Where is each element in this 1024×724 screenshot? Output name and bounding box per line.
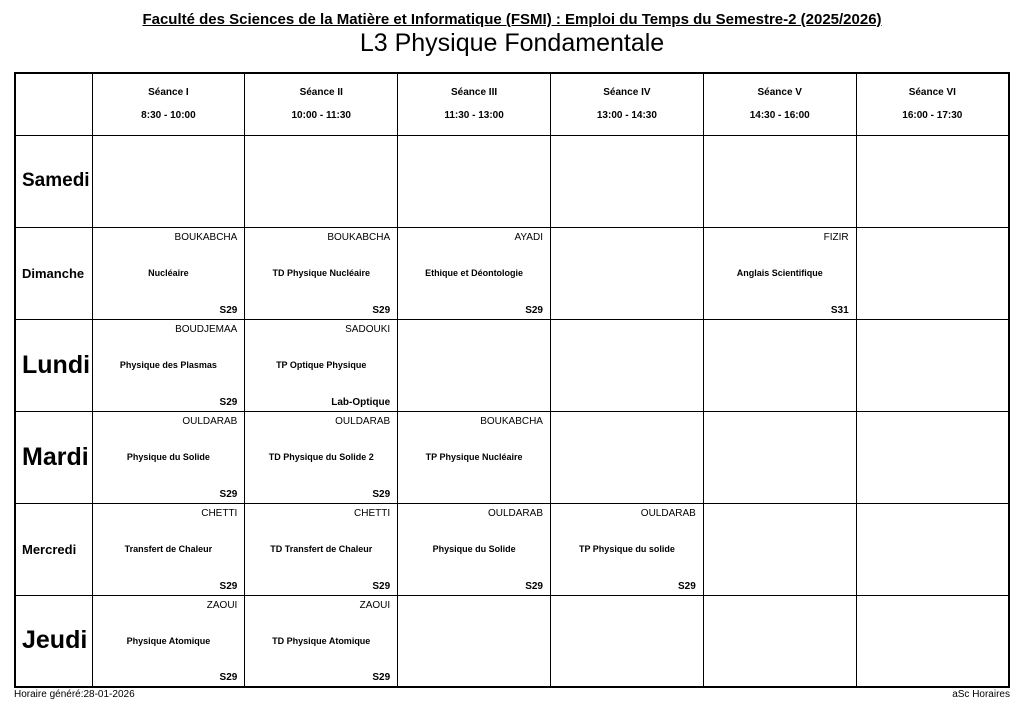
timetable-cell xyxy=(550,135,703,227)
room-label: S31 xyxy=(830,304,849,316)
timetable-cell xyxy=(856,503,1009,595)
day-label: Mercredi xyxy=(15,503,92,595)
timetable-cell xyxy=(550,595,703,687)
timetable-grid xyxy=(14,72,1010,688)
timetable-cell xyxy=(92,319,245,411)
room-label: S29 xyxy=(219,672,238,683)
timetable-cell xyxy=(245,503,398,595)
course-title: TP Optique Physique xyxy=(276,359,367,370)
session-time: 14:30 - 16:00 xyxy=(749,110,810,122)
session-header-4 xyxy=(550,73,703,135)
room-label: S29 xyxy=(219,396,238,408)
header-row xyxy=(15,73,1009,135)
course-title: TD Physique Atomique xyxy=(272,635,371,646)
room-label: S29 xyxy=(219,580,238,592)
timetable-cell xyxy=(245,595,398,687)
room-label: S29 xyxy=(678,580,696,592)
timetable-cell xyxy=(703,411,856,503)
room-label: S29 xyxy=(372,304,391,316)
course-title: TD Transfert de Chaleur xyxy=(270,543,373,554)
timetable-cell xyxy=(398,135,551,227)
software-brand: aSc Horaires xyxy=(952,689,1010,700)
timetable-cell xyxy=(703,595,856,687)
timetable-cell xyxy=(856,135,1009,227)
day-row-mercredi xyxy=(15,503,1009,595)
teacher-name: BOUKABCHA xyxy=(174,231,238,243)
session-header-6 xyxy=(856,73,1009,135)
timetable-cell xyxy=(398,503,551,595)
timetable-cell xyxy=(398,595,551,687)
session-header-2 xyxy=(245,73,398,135)
timetable-cell xyxy=(550,411,703,503)
timetable-cell xyxy=(398,411,551,503)
teacher-name: OULDARAB xyxy=(335,415,391,427)
session-time: 16:00 - 17:30 xyxy=(902,110,963,122)
session-name: Séance II xyxy=(299,87,343,99)
teacher-name: BOUKABCHA xyxy=(327,231,391,243)
course-title: Physique des Plasmas xyxy=(119,359,217,370)
class-name-heading: L3 Physique Fondamentale xyxy=(359,29,665,57)
timetable-cell xyxy=(398,227,551,319)
timetable-cell xyxy=(245,135,398,227)
timetable-cell xyxy=(92,411,245,503)
teacher-name: OULDARAB xyxy=(640,507,696,519)
room-label: S29 xyxy=(372,580,391,592)
course-title: Physique Atomique xyxy=(126,635,211,646)
timetable-cell xyxy=(245,319,398,411)
teacher-name: OULDARAB xyxy=(487,507,543,519)
course-title: Nucléaire xyxy=(148,267,189,278)
teacher-name: BOUKABCHA xyxy=(480,415,543,427)
timetable-cell xyxy=(856,227,1009,319)
room-label: S29 xyxy=(219,304,238,316)
session-header-3 xyxy=(398,73,551,135)
timetable-cell xyxy=(92,135,245,227)
session-header-1 xyxy=(92,73,245,135)
timetable-cell xyxy=(703,135,856,227)
timetable-cell xyxy=(550,227,703,319)
day-label: Jeudi xyxy=(15,595,92,687)
session-time: 11:30 - 13:00 xyxy=(444,110,504,122)
course-title: Physique du Solide xyxy=(432,543,516,554)
corner-cell xyxy=(15,73,92,135)
timetable-cell xyxy=(703,319,856,411)
timetable-cell xyxy=(856,411,1009,503)
day-row-dimanche xyxy=(15,227,1009,319)
room-label: Lab-Optique xyxy=(331,396,391,408)
room-label: S29 xyxy=(219,488,238,500)
session-name: Séance V xyxy=(757,87,802,99)
session-name: Séance VI xyxy=(908,87,956,99)
day-row-samedi xyxy=(15,135,1009,227)
timetable-cell xyxy=(92,503,245,595)
course-title: TP Physique Nucléaire xyxy=(425,451,523,462)
timetable-cell xyxy=(92,227,245,319)
timetable-cell xyxy=(550,319,703,411)
teacher-name: BOUDJEMAA xyxy=(175,323,238,335)
room-label: S29 xyxy=(372,488,391,500)
session-time: 10:00 - 11:30 xyxy=(291,110,351,122)
room-label: S29 xyxy=(525,580,543,592)
course-title: TD Physique Nucléaire xyxy=(272,267,371,278)
teacher-name: FIZIR xyxy=(823,231,849,243)
document-title: Faculté des Sciences de la Matière et Informatique (FSMI) : Emploi du Temps du Semestre-2 (2025/2026) xyxy=(142,11,882,28)
timetable-cell xyxy=(245,411,398,503)
course-title: TP Physique du solide xyxy=(578,543,675,554)
day-label: Lundi xyxy=(15,319,92,411)
day-label: Dimanche xyxy=(15,227,92,319)
timetable-cell xyxy=(856,319,1009,411)
day-row-jeudi xyxy=(15,595,1009,687)
session-name: Séance IV xyxy=(603,87,651,99)
session-name: Séance III xyxy=(451,87,498,99)
teacher-name: ZAOUI xyxy=(206,599,238,611)
teacher-name: CHETTI xyxy=(354,507,391,519)
generated-date: Horaire généré:28-01-2026 xyxy=(14,689,135,700)
day-row-mardi xyxy=(15,411,1009,503)
timetable-cell xyxy=(550,503,703,595)
timetable-cell xyxy=(398,319,551,411)
room-label: S29 xyxy=(525,304,543,316)
timetable-cell xyxy=(92,595,245,687)
teacher-name: OULDARAB xyxy=(182,415,238,427)
session-time: 13:00 - 14:30 xyxy=(596,110,657,122)
teacher-name: AYADI xyxy=(514,231,543,243)
timetable-cell xyxy=(703,227,856,319)
course-title: Anglais Scientifique xyxy=(736,267,823,278)
timetable-cell xyxy=(856,595,1009,687)
session-name: Séance I xyxy=(148,87,189,99)
course-title: Physique du Solide xyxy=(126,451,210,462)
session-time: 8:30 - 10:00 xyxy=(141,110,196,122)
session-header-5 xyxy=(703,73,856,135)
timetable-cell xyxy=(245,227,398,319)
teacher-name: ZAOUI xyxy=(359,599,391,611)
course-title: TD Physique du Solide 2 xyxy=(268,451,374,462)
room-label: S29 xyxy=(372,672,391,683)
course-title: Ethique et Déontologie xyxy=(425,267,524,278)
day-label: Mardi xyxy=(15,411,92,503)
day-row-lundi xyxy=(15,319,1009,411)
teacher-name: SADOUKI xyxy=(345,323,391,335)
teacher-name: CHETTI xyxy=(201,507,238,519)
day-label: Samedi xyxy=(15,135,92,227)
course-title: Transfert de Chaleur xyxy=(124,543,213,554)
timetable-cell xyxy=(703,503,856,595)
